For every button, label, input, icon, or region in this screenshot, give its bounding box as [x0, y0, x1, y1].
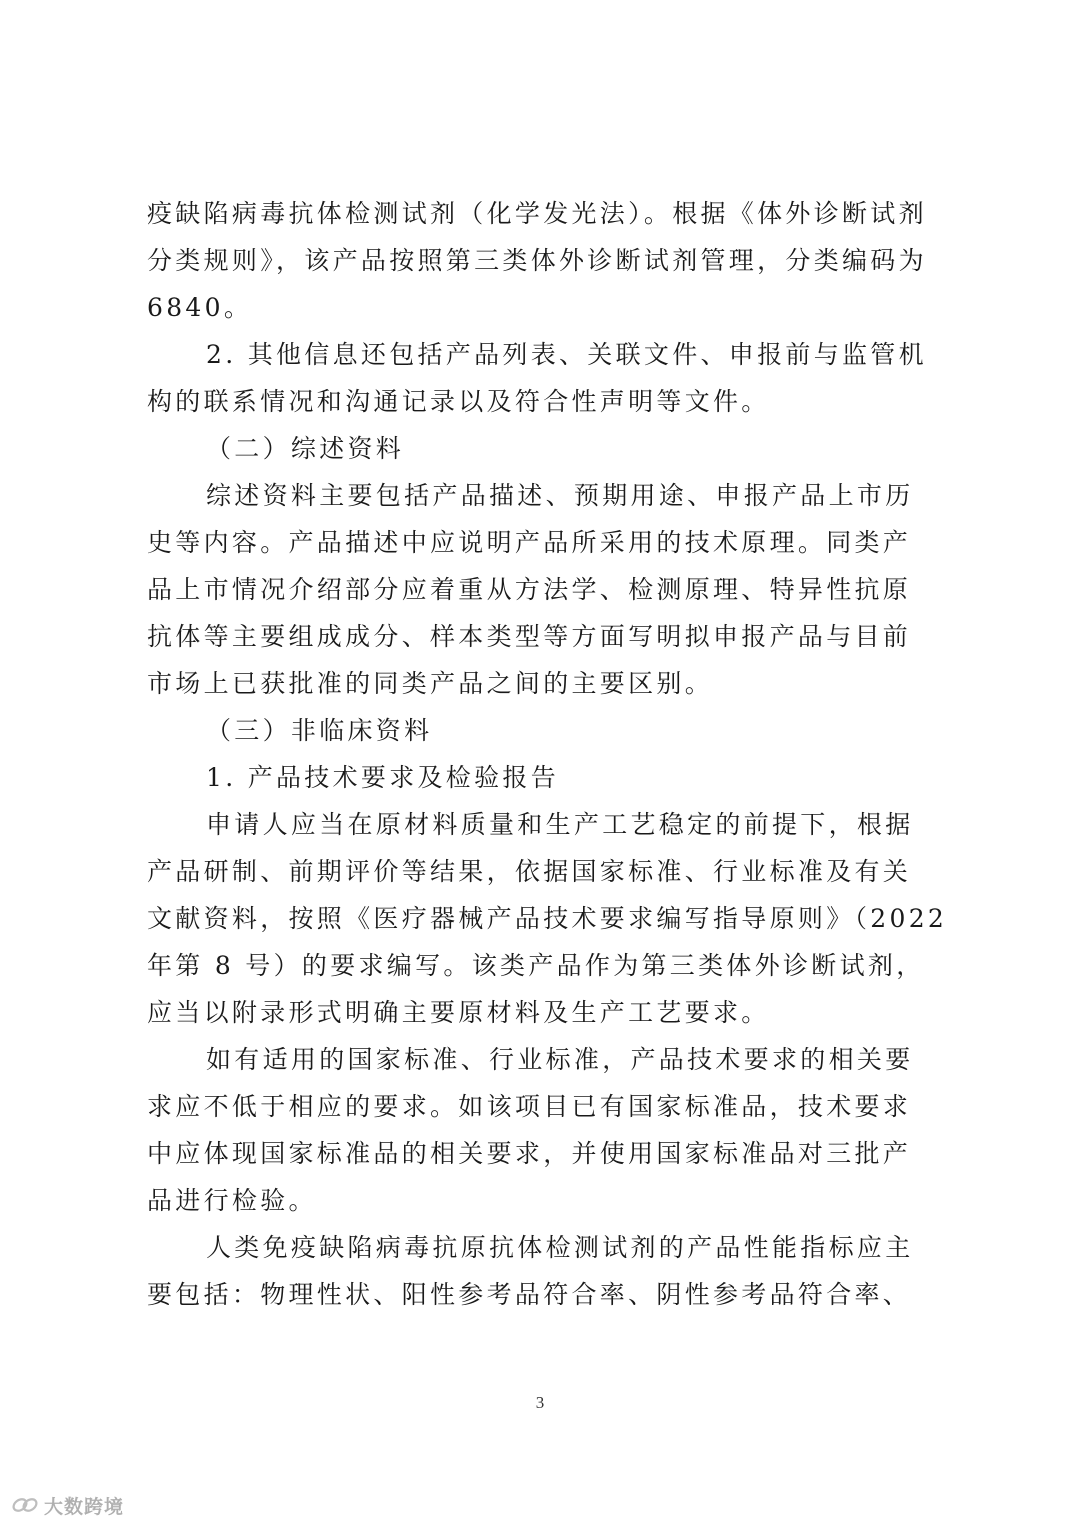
body-line: 史等内容。产品描述中应说明产品所采用的技术原理。同类产	[147, 528, 912, 557]
subsection-heading: 1. 产品技术要求及检验报告	[206, 763, 560, 792]
body-line: 综述资料主要包括产品描述、预期用途、申报产品上市历	[206, 481, 914, 510]
body-line: 构的联系情况和沟通记录以及符合性声明等文件。	[147, 387, 770, 416]
section-heading: （三）非临床资料	[206, 716, 433, 745]
body-line: 抗体等主要组成成分、样本类型等方面写明拟申报产品与目前	[147, 622, 912, 651]
body-line: 市场上已获批准的同类产品之间的主要区别。	[147, 669, 714, 698]
watermark-text: 大数跨境	[44, 1495, 125, 1518]
body-line: 人类免疫缺陷病毒抗原抗体检测试剂的产品性能指标应主	[206, 1233, 914, 1262]
body-line: 6840。	[147, 293, 253, 322]
body-line: 中应体现国家标准品的相关要求，并使用国家标准品对三批产	[147, 1139, 912, 1168]
body-line: 年第 8 号）的要求编写。该类产品作为第三类体外诊断试剂，	[147, 951, 925, 980]
body-line: 疫缺陷病毒抗体检测试剂（化学发光法）。根据《体外诊断试剂	[147, 199, 927, 228]
body-line: 品进行检验。	[147, 1186, 317, 1215]
document-body	[147, 190, 948, 1318]
body-line: 品上市情况介绍部分应着重从方法学、检测原理、特异性抗原	[147, 575, 912, 604]
body-line: 产品研制、前期评价等结果，依据国家标准、行业标准及有关	[147, 857, 912, 886]
body-line: 文献资料，按照《医疗器械产品技术要求编写指导原则》（2022	[147, 904, 948, 933]
body-line: 2. 其他信息还包括产品列表、关联文件、申报前与监管机	[206, 340, 927, 369]
body-line: 要包括：物理性状、阳性参考品符合率、阴性参考品符合率、	[147, 1280, 912, 1309]
body-line: 如有适用的国家标准、行业标准，产品技术要求的相关要	[206, 1045, 914, 1074]
body-line: 求应不低于相应的要求。如该项目已有国家标准品，技术要求	[147, 1092, 912, 1121]
body-line: 应当以附录形式明确主要原材料及生产工艺要求。	[147, 998, 770, 1027]
section-heading: （二）综述资料	[206, 434, 405, 463]
page-number: 3	[535, 1393, 545, 1412]
body-line: 申请人应当在原材料质量和生产工艺稳定的前提下，根据	[206, 810, 914, 839]
link-logo-icon	[10, 1494, 40, 1516]
body-line: 分类规则》，该产品按照第三类体外诊断试剂管理，分类编码为	[147, 246, 927, 275]
watermark	[10, 1490, 124, 1520]
